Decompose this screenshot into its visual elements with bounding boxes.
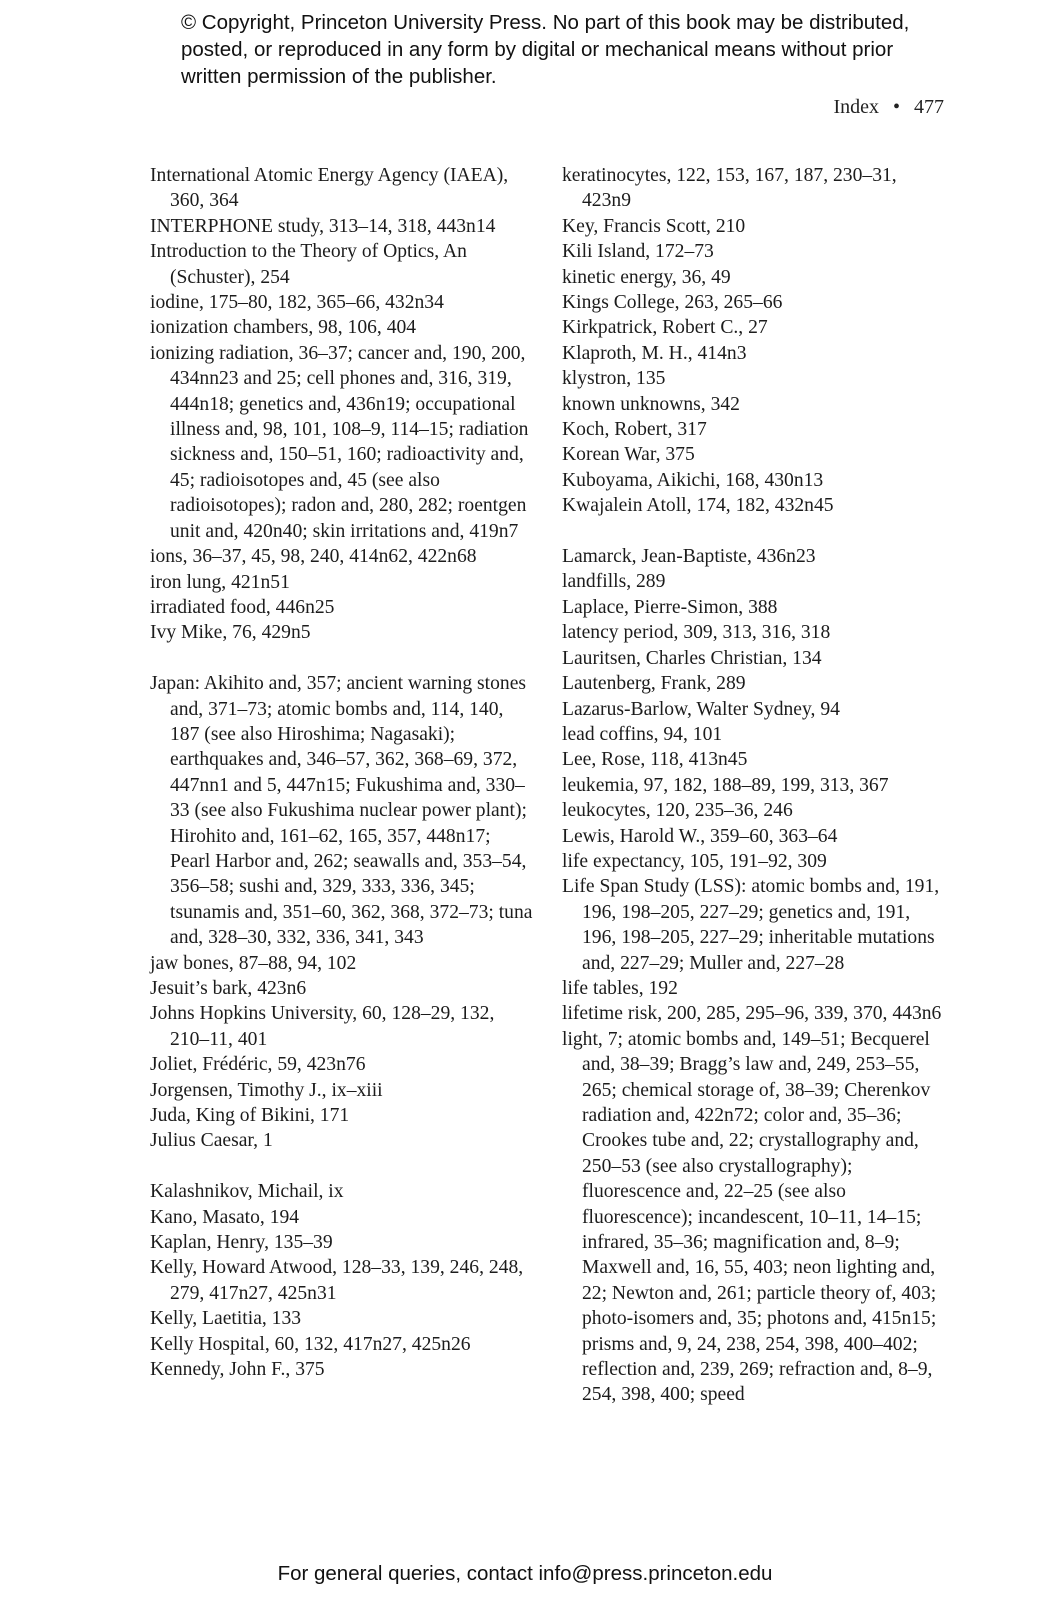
index-column-left <box>150 163 535 1382</box>
index-entry: Kwajalein Atoll, 174, 182, 432n45 <box>562 495 834 517</box>
index-column-right <box>562 163 947 1408</box>
index-entry: Kelly Hospital, 60, 132, 417n27, 425n26 <box>150 1333 471 1355</box>
index-entry: Lauritsen, Charles Christian, 134 <box>562 647 822 669</box>
index-entry: Kili Island, 172–73 <box>562 241 714 263</box>
index-entry: International Atomic Energy Agency (IAEA), 360, 364 <box>150 165 509 212</box>
index-entry: irradiated food, 446n25 <box>150 596 335 618</box>
index-entry: leukemia, 97, 182, 188–89, 199, 313, 367 <box>562 774 889 796</box>
index-entry: Lazarus-Barlow, Walter Sydney, 94 <box>562 698 840 720</box>
index-entry: Kings College, 263, 265–66 <box>562 292 783 314</box>
index-entry: jaw bones, 87–88, 94, 102 <box>150 952 357 974</box>
index-entry: Korean War, 375 <box>562 444 695 466</box>
index-entry: Key, Francis Scott, 210 <box>562 215 746 237</box>
index-entry: Johns Hopkins University, 60, 128–29, 132, 210–11, 401 <box>150 1003 495 1050</box>
index-entry: Lee, Rose, 118, 413n45 <box>562 749 748 771</box>
index-entry: Lewis, Harold W., 359–60, 363–64 <box>562 825 838 847</box>
index-entry: Kaplan, Henry, 135–39 <box>150 1232 333 1254</box>
index-entry: light, 7; atomic bombs and, 149–51; Becquerel and, 38–39; Bragg’s law and, 249, 253–55, 265; chemical storage of, 38–39; Cherenkov radiation and, 422n72; color and, 35–36; Crookes tube and, 22; crystallography and, 250–53 (see also crystallography); fluorescence and, 22–25 (see also fluorescence); incandescent, 10–11, 14–15; infrared, 35–36; magnification and, 8–9; Maxwell and, 16, 55, 403; neon lighting and, 22; Newton and, 261; particle theory of, 403; photo-isomers and, 35; photons and, 415n15; prisms and, 9, 24, 238, 254, 398, 400–402; reflection and, 239, 269; refraction and, 8–9, 254, 398, 400; speed <box>562 1028 937 1406</box>
index-entry: ions, 36–37, 45, 98, 240, 414n62, 422n68 <box>150 546 477 568</box>
bullet-separator: • <box>892 96 900 118</box>
index-entry: Jorgensen, Timothy J., ix–xiii <box>150 1079 383 1101</box>
index-entry: known unknowns, 342 <box>562 393 740 415</box>
index-entry: Jesuit’s bark, 423n6 <box>150 977 307 999</box>
index-entry: Kuboyama, Aikichi, 168, 430n13 <box>562 469 824 491</box>
page-number: 477 <box>914 96 944 118</box>
index-entry: klystron, 135 <box>562 368 666 390</box>
letter-group-gap <box>150 646 535 671</box>
index-entry: Introduction to the Theory of Optics, An (Schuster), 254 <box>150 241 467 288</box>
index-entry: Kirkpatrick, Robert C., 27 <box>562 317 768 339</box>
index-entry: iodine, 175–80, 182, 365–66, 432n34 <box>150 292 444 314</box>
letter-group-gap <box>150 1154 535 1179</box>
index-entry: Klaproth, M. H., 414n3 <box>562 342 747 364</box>
index-entry: lead coffins, 94, 101 <box>562 723 723 745</box>
index-entry: Kennedy, John F., 375 <box>150 1359 325 1381</box>
index-entry: Juda, King of Bikini, 171 <box>150 1105 350 1127</box>
index-entry: ionizing radiation, 36–37; cancer and, 190, 200, 434nn23 and 25; cell phones and, 316, 319, 444n18; genetics and, 436n19; occupational illness and, 98, 101, 108–9, 114–15; radiation sickness and, 150–51, 160; radioactivity and, 45; radioisotopes and, 45 (see also radioisotopes); radon and, 280, 282; roentgen unit and, 420n40; skin irritations and, 419n7 <box>150 342 529 542</box>
index-entry: Kalashnikov, Michail, ix <box>150 1181 344 1203</box>
index-entry: INTERPHONE study, 313–14, 318, 443n14 <box>150 215 496 237</box>
index-entry: Lamarck, Jean-Baptiste, 436n23 <box>562 546 816 568</box>
index-entry: Kano, Masato, 194 <box>150 1206 300 1228</box>
index-entry: life expectancy, 105, 191–92, 309 <box>562 850 827 872</box>
index-entry: keratinocytes, 122, 153, 167, 187, 230–31, 423n9 <box>562 165 897 212</box>
index-entry: kinetic energy, 36, 49 <box>562 266 731 288</box>
index-entry: Life Span Study (LSS): atomic bombs and, 191, 196, 198–205, 227–29; genetics and, 191, 196, 198–205, 227–29; inheritable mutations and, 227–29; Muller and, 227–28 <box>562 876 940 974</box>
running-head <box>833 96 944 119</box>
index-entry: Lautenberg, Frank, 289 <box>562 673 746 695</box>
index-entry: lifetime risk, 200, 285, 295–96, 339, 370, 443n6 <box>562 1003 942 1025</box>
section-title: Index <box>833 96 879 118</box>
index-entry: iron lung, 421n51 <box>150 571 290 593</box>
index-entry: Laplace, Pierre-Simon, 388 <box>562 596 778 618</box>
index-entry: Julius Caesar, 1 <box>150 1130 273 1152</box>
index-entry: leukocytes, 120, 235–36, 246 <box>562 800 793 822</box>
index-entry: Koch, Robert, 317 <box>562 419 707 441</box>
footer-contact: For general queries, contact info@press.princeton.edu <box>277 1562 773 1585</box>
index-entry: life tables, 192 <box>562 977 678 999</box>
index-entry: Joliet, Frédéric, 59, 423n76 <box>150 1054 366 1076</box>
index-entry: Kelly, Howard Atwood, 128–33, 139, 246, 248, 279, 417n27, 425n31 <box>150 1257 524 1304</box>
letter-group-gap <box>562 519 947 544</box>
index-entry: Ivy Mike, 76, 429n5 <box>150 622 311 644</box>
index-entry: ionization chambers, 98, 106, 404 <box>150 317 417 339</box>
index-entry: Japan: Akihito and, 357; ancient warning stones and, 371–73; atomic bombs and, 114, 140, 187 (see also Hiroshima; Nagasaki); earthquakes and, 346–57, 362, 368–69, 372, 447nn1 and 5, 447n15; Fukushima and, 330–33 (see also Fukushima nuclear power plant); Hirohito and, 161–62, 165, 357, 448n17; Pearl Harbor and, 262; seawalls and, 353–54, 356–58; sushi and, 329, 333, 336, 345; tsunamis and, 351–60, 362, 368, 372–73; tuna and, 328–30, 332, 336, 341, 343 <box>150 673 533 949</box>
copyright-notice: © Copyright, Princeton University Press. No part of this book may be distributed, posted, or reproduced in any form by digital or mechanical means without prior written permission of the publisher. <box>181 11 910 88</box>
index-entry: latency period, 309, 313, 316, 318 <box>562 622 831 644</box>
index-entry: landfills, 289 <box>562 571 666 593</box>
index-entry: Kelly, Laetitia, 133 <box>150 1308 302 1330</box>
